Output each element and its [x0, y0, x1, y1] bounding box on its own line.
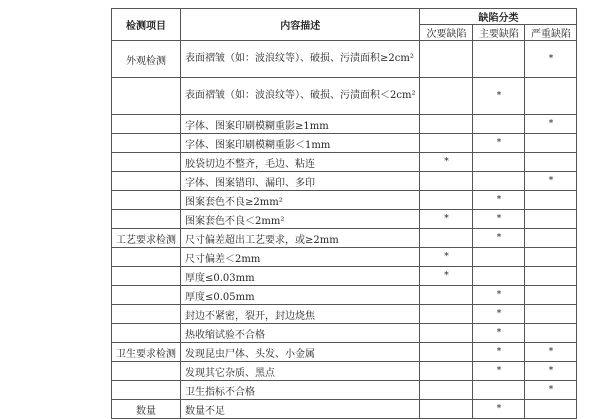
table-row: [112, 324, 577, 343]
critical-mark-cell: *: [525, 381, 577, 400]
minor-mark-cell: [420, 362, 473, 381]
minor-mark-cell: [420, 400, 473, 419]
row-description-cell: 厚度≤0.03mm: [181, 267, 420, 286]
minor-mark-cell: [420, 191, 473, 210]
critical-mark-cell: *: [525, 362, 577, 381]
header-critical-defect: 严重缺陷: [525, 25, 577, 41]
header-minor-defect: 次要缺陷: [420, 25, 473, 41]
table-row: [112, 191, 577, 210]
row-description-cell: 表面褶皱（如：波浪纹等）、破损、污渍面积≥2cm²: [181, 41, 420, 78]
major-mark-cell: *: [473, 286, 525, 305]
minor-mark-cell: *: [420, 153, 473, 172]
major-mark-cell: [473, 172, 525, 191]
row-description-cell: 表面褶皱（如：波浪纹等）、破损、污渍面积＜2cm²: [181, 78, 420, 115]
major-mark-cell: *: [473, 400, 525, 419]
minor-mark-cell: [420, 229, 473, 248]
major-mark-cell: *: [473, 324, 525, 343]
row-description-cell: 数量不足: [181, 400, 420, 419]
minor-mark-cell: [420, 381, 473, 400]
row-category-cell: [112, 115, 181, 134]
critical-mark-cell: [525, 267, 577, 286]
critical-mark-cell: [525, 305, 577, 324]
row-category-cell: [112, 267, 181, 286]
critical-mark-cell: *: [525, 172, 577, 191]
major-mark-cell: [473, 41, 525, 78]
row-category-cell: [112, 153, 181, 172]
minor-mark-cell: [420, 41, 473, 78]
major-mark-cell: [473, 153, 525, 172]
minor-mark-cell: *: [420, 267, 473, 286]
header-category: 检测项目: [112, 9, 181, 41]
defect-classification-table: [111, 8, 577, 419]
critical-mark-cell: [525, 229, 577, 248]
table-row: [112, 362, 577, 381]
minor-mark-cell: [420, 134, 473, 153]
critical-mark-cell: [525, 134, 577, 153]
row-description-cell: 字体、图案印刷模糊重影＜1mm: [181, 134, 420, 153]
row-category-cell: [112, 191, 181, 210]
critical-mark-cell: [525, 153, 577, 172]
row-category-cell: 外观检测: [112, 41, 181, 78]
table-row: [112, 134, 577, 153]
table-row: [112, 210, 577, 229]
row-description-cell: 热收缩试验不合格: [181, 324, 420, 343]
major-mark-cell: *: [473, 229, 525, 248]
row-description-cell: 图案套色不良≥2mm²: [181, 191, 420, 210]
critical-mark-cell: [525, 210, 577, 229]
critical-mark-cell: [525, 78, 577, 115]
minor-mark-cell: [420, 343, 473, 362]
minor-mark-cell: [420, 324, 473, 343]
table-row: [112, 229, 577, 248]
table-row: [112, 41, 577, 78]
row-category-cell: [112, 134, 181, 153]
table-row: [112, 248, 577, 267]
table-row: [112, 286, 577, 305]
major-mark-cell: [473, 115, 525, 134]
major-mark-cell: *: [473, 78, 525, 115]
major-mark-cell: *: [473, 210, 525, 229]
critical-mark-cell: [525, 324, 577, 343]
major-mark-cell: *: [473, 305, 525, 324]
minor-mark-cell: [420, 78, 473, 115]
major-mark-cell: [473, 267, 525, 286]
critical-mark-cell: [525, 248, 577, 267]
row-description-cell: 图案套色不良＜2mm²: [181, 210, 420, 229]
row-category-cell: [112, 381, 181, 400]
row-description-cell: 发现其它杂质、黑点: [181, 362, 420, 381]
row-category-cell: [112, 362, 181, 381]
row-category-cell: [112, 324, 181, 343]
table-row: [112, 343, 577, 362]
table-row: [112, 305, 577, 324]
row-description-cell: 尺寸偏差超出工艺要求，或≥2mm: [181, 229, 420, 248]
row-category-cell: [112, 172, 181, 191]
table-row: [112, 267, 577, 286]
header-defect-class: 缺陷分类: [420, 9, 577, 25]
critical-mark-cell: [525, 286, 577, 305]
table-row: [112, 153, 577, 172]
major-mark-cell: [473, 248, 525, 267]
table-row: [112, 172, 577, 191]
row-category-cell: [112, 286, 181, 305]
row-description-cell: 尺寸偏差＜2mm: [181, 248, 420, 267]
minor-mark-cell: [420, 115, 473, 134]
row-description-cell: 厚度≤0.05mm: [181, 286, 420, 305]
critical-mark-cell: *: [525, 343, 577, 362]
minor-mark-cell: [420, 305, 473, 324]
minor-mark-cell: *: [420, 248, 473, 267]
major-mark-cell: *: [473, 134, 525, 153]
minor-mark-cell: [420, 286, 473, 305]
row-description-cell: 胶袋切边不整齐，毛边、粘连: [181, 153, 420, 172]
critical-mark-cell: *: [525, 41, 577, 78]
row-description-cell: 卫生指标不合格: [181, 381, 420, 400]
row-description-cell: 发现昆虫尸体、头发、小金属: [181, 343, 420, 362]
table-row: [112, 381, 577, 400]
header-major-defect: 主要缺陷: [473, 25, 525, 41]
minor-mark-cell: [420, 172, 473, 191]
row-description-cell: 封边不紧密，裂开，封边烧焦: [181, 305, 420, 324]
major-mark-cell: [473, 381, 525, 400]
critical-mark-cell: [525, 400, 577, 419]
critical-mark-cell: *: [525, 115, 577, 134]
row-category-cell: [112, 210, 181, 229]
row-category-cell: 卫生要求检测: [112, 343, 181, 362]
table-row: [112, 400, 577, 419]
row-category-cell: [112, 248, 181, 267]
table-row: [112, 115, 577, 134]
major-mark-cell: *: [473, 343, 525, 362]
row-description-cell: 字体、图案错印、漏印、多印: [181, 172, 420, 191]
major-mark-cell: *: [473, 362, 525, 381]
table-body: [112, 41, 577, 419]
row-category-cell: [112, 78, 181, 115]
major-mark-cell: *: [473, 191, 525, 210]
minor-mark-cell: *: [420, 210, 473, 229]
row-category-cell: [112, 305, 181, 324]
row-description-cell: 字体、图案印刷模糊重影≥1mm: [181, 115, 420, 134]
header-description: 内容描述: [181, 9, 420, 41]
row-category-cell: 工艺要求检测: [112, 229, 181, 248]
table-row: [112, 78, 577, 115]
critical-mark-cell: [525, 191, 577, 210]
row-category-cell: 数量: [112, 400, 181, 419]
